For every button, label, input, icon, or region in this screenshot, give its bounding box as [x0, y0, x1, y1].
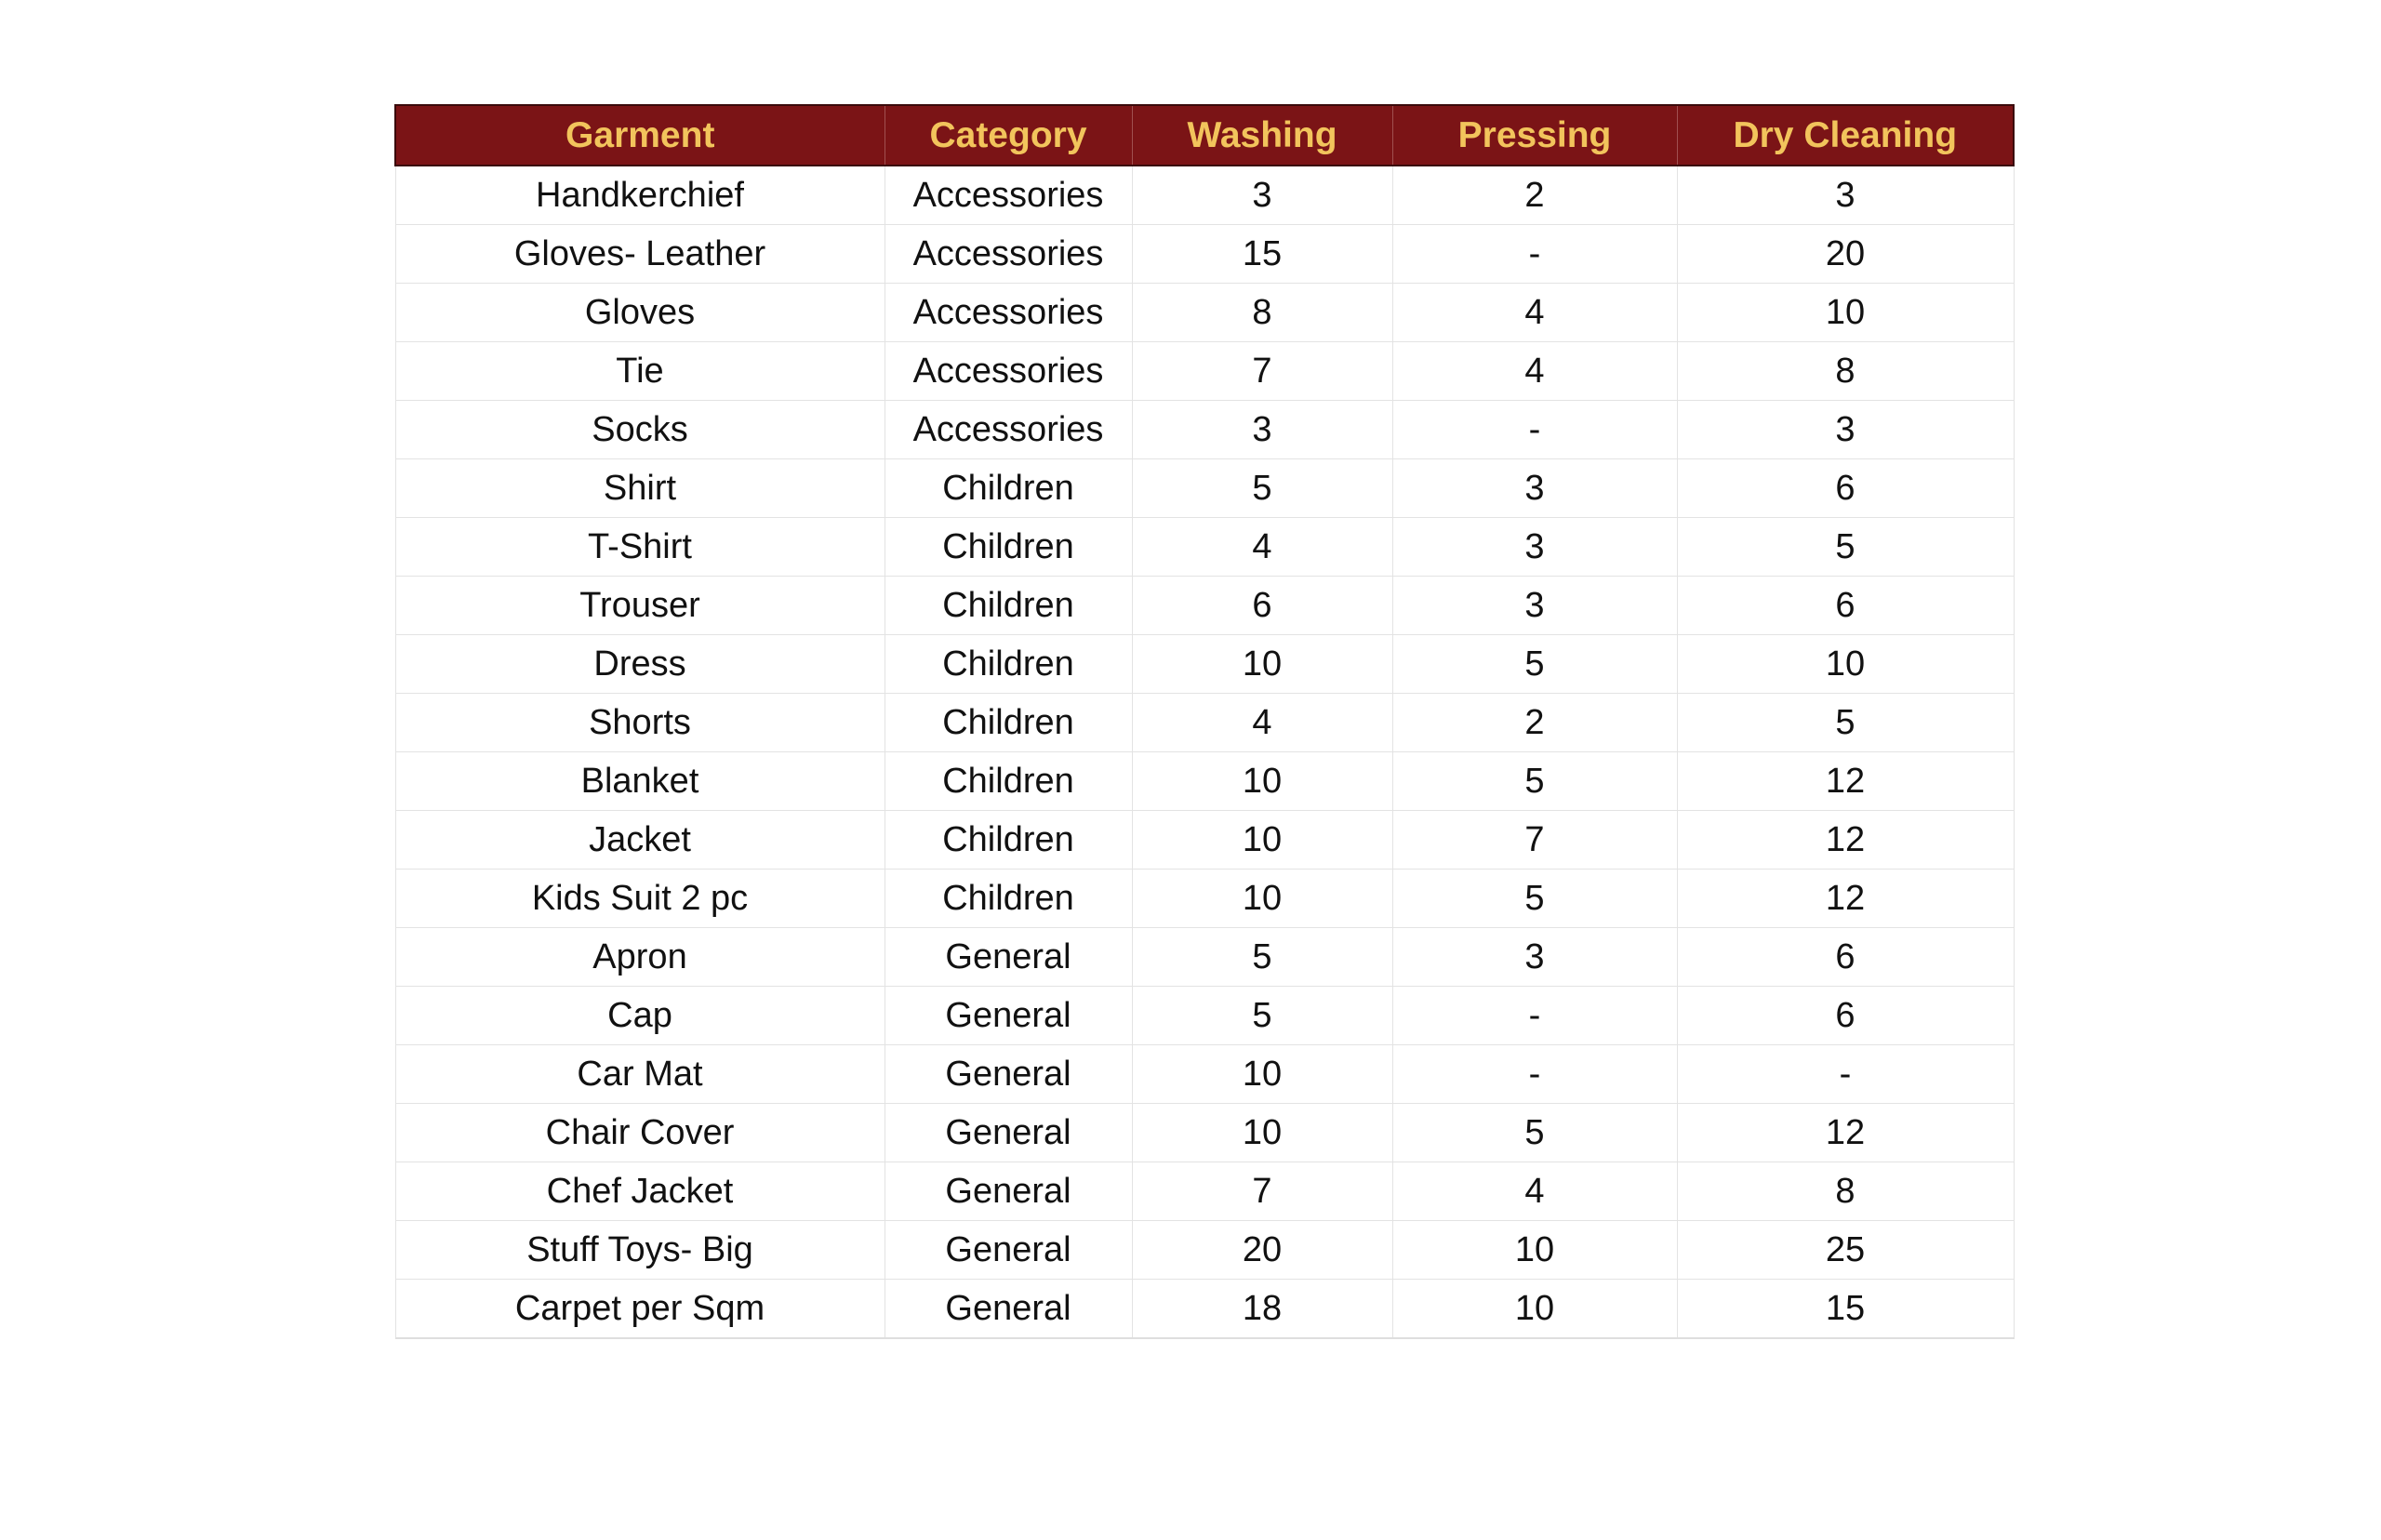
dry-cleaning-price-cell: 8 — [1677, 342, 2014, 401]
table-row — [395, 577, 2014, 635]
column-header-washing: Washing — [1132, 105, 1392, 166]
dry-cleaning-price-cell: 12 — [1677, 1104, 2014, 1162]
category-cell: General — [885, 1221, 1132, 1280]
dry-cleaning-price-cell: - — [1677, 1045, 2014, 1104]
garment-cell: Tie — [395, 342, 885, 401]
column-header-dry-cleaning: Dry Cleaning — [1677, 105, 2014, 166]
pressing-price-cell: 7 — [1392, 811, 1677, 870]
dry-cleaning-price-cell: 20 — [1677, 225, 2014, 284]
pressing-price-cell: 2 — [1392, 166, 1677, 225]
category-cell: Accessories — [885, 284, 1132, 342]
washing-price-cell: 10 — [1132, 635, 1392, 694]
dry-cleaning-price-cell: 3 — [1677, 401, 2014, 459]
washing-price-cell: 10 — [1132, 1045, 1392, 1104]
pressing-price-cell: 4 — [1392, 1162, 1677, 1221]
dry-cleaning-price-cell: 15 — [1677, 1280, 2014, 1339]
table-row — [395, 928, 2014, 987]
category-cell: Children — [885, 811, 1132, 870]
category-cell: Accessories — [885, 225, 1132, 284]
washing-price-cell: 10 — [1132, 1104, 1392, 1162]
category-cell: Accessories — [885, 166, 1132, 225]
dry-cleaning-price-cell: 6 — [1677, 459, 2014, 518]
table-row — [395, 342, 2014, 401]
column-header-garment: Garment — [395, 105, 885, 166]
garment-cell: Apron — [395, 928, 885, 987]
table-row — [395, 811, 2014, 870]
table-row — [395, 459, 2014, 518]
garment-cell: Jacket — [395, 811, 885, 870]
washing-price-cell: 7 — [1132, 342, 1392, 401]
pressing-price-cell: 5 — [1392, 1104, 1677, 1162]
washing-price-cell: 7 — [1132, 1162, 1392, 1221]
garment-cell: Shorts — [395, 694, 885, 752]
pressing-price-cell: 3 — [1392, 577, 1677, 635]
category-cell: General — [885, 928, 1132, 987]
category-cell: General — [885, 1280, 1132, 1339]
dry-cleaning-price-cell: 6 — [1677, 928, 2014, 987]
column-header-pressing: Pressing — [1392, 105, 1677, 166]
washing-price-cell: 4 — [1132, 694, 1392, 752]
table-row — [395, 1221, 2014, 1280]
washing-price-cell: 5 — [1132, 987, 1392, 1045]
header-row — [395, 105, 2014, 166]
dry-cleaning-price-cell: 5 — [1677, 518, 2014, 577]
table-row — [395, 752, 2014, 811]
washing-price-cell: 10 — [1132, 811, 1392, 870]
dry-cleaning-price-cell: 25 — [1677, 1221, 2014, 1280]
pressing-price-cell: - — [1392, 987, 1677, 1045]
table-row — [395, 987, 2014, 1045]
pressing-price-cell: 3 — [1392, 928, 1677, 987]
dry-cleaning-price-cell: 6 — [1677, 577, 2014, 635]
table-body — [395, 166, 2014, 1338]
table-row — [395, 1104, 2014, 1162]
garment-cell: Stuff Toys- Big — [395, 1221, 885, 1280]
dry-cleaning-price-cell: 12 — [1677, 811, 2014, 870]
pressing-price-cell: 3 — [1392, 518, 1677, 577]
garment-cell: Car Mat — [395, 1045, 885, 1104]
garment-cell: Chair Cover — [395, 1104, 885, 1162]
washing-price-cell: 3 — [1132, 401, 1392, 459]
garment-cell: Cap — [395, 987, 885, 1045]
pressing-price-cell: 3 — [1392, 459, 1677, 518]
price-list-sheet — [394, 104, 2013, 1339]
category-cell: Children — [885, 870, 1132, 928]
category-cell: Accessories — [885, 342, 1132, 401]
dry-cleaning-price-cell: 6 — [1677, 987, 2014, 1045]
dry-cleaning-price-cell: 12 — [1677, 752, 2014, 811]
dry-cleaning-price-cell: 10 — [1677, 284, 2014, 342]
table-row — [395, 166, 2014, 225]
category-cell: Children — [885, 635, 1132, 694]
table-row — [395, 1045, 2014, 1104]
category-cell: Accessories — [885, 401, 1132, 459]
category-cell: Children — [885, 752, 1132, 811]
garment-cell: Gloves — [395, 284, 885, 342]
pressing-price-cell: - — [1392, 401, 1677, 459]
table-row — [395, 635, 2014, 694]
category-cell: Children — [885, 694, 1132, 752]
washing-price-cell: 18 — [1132, 1280, 1392, 1339]
pressing-price-cell: 5 — [1392, 635, 1677, 694]
washing-price-cell: 10 — [1132, 752, 1392, 811]
washing-price-cell: 3 — [1132, 166, 1392, 225]
pressing-price-cell: 2 — [1392, 694, 1677, 752]
dry-cleaning-price-cell: 10 — [1677, 635, 2014, 694]
pressing-price-cell: 4 — [1392, 284, 1677, 342]
table-row — [395, 518, 2014, 577]
pressing-price-cell: 5 — [1392, 870, 1677, 928]
washing-price-cell: 5 — [1132, 928, 1392, 987]
garment-cell: Shirt — [395, 459, 885, 518]
pressing-price-cell: - — [1392, 1045, 1677, 1104]
washing-price-cell: 6 — [1132, 577, 1392, 635]
garment-cell: Chef Jacket — [395, 1162, 885, 1221]
dry-cleaning-price-cell: 3 — [1677, 166, 2014, 225]
garment-cell: T-Shirt — [395, 518, 885, 577]
category-cell: Children — [885, 518, 1132, 577]
category-cell: General — [885, 1045, 1132, 1104]
garment-cell: Kids Suit 2 pc — [395, 870, 885, 928]
category-cell: General — [885, 1104, 1132, 1162]
price-table — [394, 104, 2015, 1339]
category-cell: General — [885, 1162, 1132, 1221]
garment-cell: Dress — [395, 635, 885, 694]
dry-cleaning-price-cell: 8 — [1677, 1162, 2014, 1221]
table-row — [395, 284, 2014, 342]
garment-cell: Gloves- Leather — [395, 225, 885, 284]
table-row — [395, 1280, 2014, 1339]
pressing-price-cell: 10 — [1392, 1221, 1677, 1280]
pressing-price-cell: 10 — [1392, 1280, 1677, 1339]
table-row — [395, 225, 2014, 284]
category-cell: Children — [885, 459, 1132, 518]
washing-price-cell: 8 — [1132, 284, 1392, 342]
washing-price-cell: 20 — [1132, 1221, 1392, 1280]
dry-cleaning-price-cell: 5 — [1677, 694, 2014, 752]
washing-price-cell: 10 — [1132, 870, 1392, 928]
table-row — [395, 694, 2014, 752]
dry-cleaning-price-cell: 12 — [1677, 870, 2014, 928]
pressing-price-cell: 4 — [1392, 342, 1677, 401]
pressing-price-cell: 5 — [1392, 752, 1677, 811]
table-row — [395, 1162, 2014, 1221]
garment-cell: Carpet per Sqm — [395, 1280, 885, 1339]
column-header-category: Category — [885, 105, 1132, 166]
garment-cell: Socks — [395, 401, 885, 459]
pressing-price-cell: - — [1392, 225, 1677, 284]
washing-price-cell: 15 — [1132, 225, 1392, 284]
garment-cell: Blanket — [395, 752, 885, 811]
garment-cell: Handkerchief — [395, 166, 885, 225]
table-row — [395, 401, 2014, 459]
garment-cell: Trouser — [395, 577, 885, 635]
washing-price-cell: 4 — [1132, 518, 1392, 577]
category-cell: Children — [885, 577, 1132, 635]
category-cell: General — [885, 987, 1132, 1045]
washing-price-cell: 5 — [1132, 459, 1392, 518]
table-row — [395, 870, 2014, 928]
